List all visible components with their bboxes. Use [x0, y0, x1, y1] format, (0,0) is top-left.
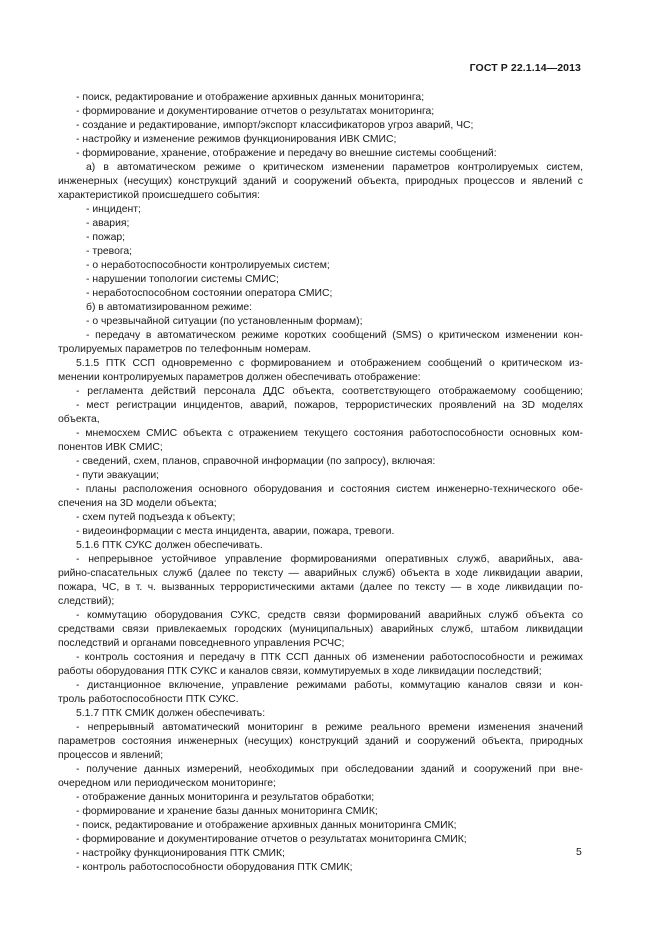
- text-line: 5.1.5 ПТК ССП одновременно с формированием и отображением сообщений о критическом из-: [76, 358, 583, 369]
- text-line: пожара, ЧС, в т. ч. вызванных террористическими актами (далее по тексту — в ходе ликвидации по-: [58, 582, 583, 593]
- text-line: процессов и явлений;: [58, 750, 164, 761]
- text-line: понентов ИВК СМИС;: [58, 442, 163, 453]
- text-line: 5.1.7 ПТК СМИК должен обеспечивать:: [76, 708, 266, 719]
- text-line: - непрерывное устойчивое управление формированиями оперативных служб, аварийных, ава-: [76, 554, 583, 565]
- text-line: - планы расположения основного оборудования и состояния систем инженерно-технического обе-: [76, 484, 583, 495]
- text-line: менении контролируемых параметров должен обеспечивать отображение:: [58, 372, 421, 383]
- document-code: ГОСТ Р 22.1.14—2013: [469, 62, 581, 74]
- text-line: - контроль состояния и передачу в ПТК ССП данных об изменении работоспособности и режимах: [76, 652, 583, 663]
- text-line: - о неработоспособности контролируемых систем;: [86, 260, 330, 271]
- text-line: - инцидент;: [86, 204, 141, 215]
- text-line: троль работоспособности ПТК СУКС.: [58, 694, 239, 705]
- text-line: - нарушении топологии системы СМИС;: [86, 274, 279, 285]
- text-line: - получение данных измерений, необходимых при обследовании зданий и сооружений при вне-: [76, 764, 583, 775]
- text-line: - о чрезвычайной ситуации (по установленным формам);: [86, 316, 363, 327]
- text-line: б) в автоматизированном режиме:: [86, 302, 253, 313]
- text-line: - регламента действий персонала ДДС объекта, соответствующего отображаемому сообщению;: [76, 386, 583, 397]
- text-line: - мнемосхем СМИС объекта с отражением текущего состояния работоспособности основных ком-: [76, 428, 583, 439]
- text-line: - пути эвакуации;: [76, 470, 160, 481]
- text-line: - настройку функционирования ПТК СМИК;: [76, 848, 285, 859]
- text-line: - создание и редактирование, импорт/экспорт классификаторов угроз аварий, ЧС;: [76, 120, 474, 131]
- text-line: характеристикой происшедшего события:: [58, 190, 261, 201]
- text-line: 5.1.6 ПТК СУКС должен обеспечивать.: [76, 540, 263, 551]
- text-line: работы оборудования ПТК СУКС и каналов связи, коммутируемых в ходе ликвидации последствий;: [58, 666, 542, 677]
- text-line: - передачу в автоматическом режиме коротких сообщений (SMS) о критическом изменении кон-: [86, 330, 583, 341]
- text-line: - поиск, редактирование и отображение архивных данных мониторинга;: [76, 92, 425, 103]
- text-line: - формирование и документирование отчетов о результатах мониторинга;: [76, 106, 435, 117]
- text-line: - видеоинформации с места инцидента, аварии, пожара, тревоги.: [76, 526, 395, 537]
- document-body: [58, 91, 583, 875]
- text-line: - формирование и документирование отчетов о результатах мониторинга СМИК;: [76, 834, 467, 845]
- text-line: тролируемых параметров по телефонным номерам.: [58, 344, 311, 355]
- text-line: а) в автоматическом режиме о критическом изменении параметров контролируемых систем,: [86, 162, 583, 173]
- text-line: - тревога;: [86, 246, 133, 257]
- text-line: - поиск, редактирование и отображение архивных данных мониторинга СМИК;: [76, 820, 457, 831]
- text-line: - непрерывный автоматический мониторинг в режиме реального времени изменения значений: [76, 722, 583, 733]
- text-line: средствами связи привлекаемых городских (муниципальных) аварийных служб, штабом ликвидации: [58, 624, 583, 635]
- text-line: - настройку и изменение режимов функционирования ИВК СМИС;: [76, 134, 397, 145]
- text-line: - сведений, схем, планов, справочной информации (по запросу), включая:: [76, 456, 436, 467]
- text-line: - дистанционное включение, управление режимами работы, коммутацию каналов связи и кон-: [76, 680, 583, 691]
- text-line: - формирование и хранение базы данных мониторинга СМИК;: [76, 806, 378, 817]
- text-line: - контроль работоспособности оборудования ПТК СМИК;: [76, 862, 353, 873]
- page-number: 5: [576, 846, 582, 858]
- text-line: инженерных (несущих) конструкций зданий и сооружений объекта, природных процессов и явлений с: [58, 176, 583, 187]
- text-line: параметров состояния инженерных (несущих) конструкций зданий и сооружений объекта, природных: [58, 736, 583, 747]
- text-line: рийно-спасательных служб (далее по тексту — аварийных служб) объекта в ходе ликвидации аварии,: [58, 568, 583, 579]
- text-line: - неработоспособном состоянии оператора СМИС;: [86, 288, 333, 299]
- text-line: - отображение данных мониторинга и результатов обработки;: [76, 792, 375, 803]
- text-line: очередном или периодическом мониторинге;: [58, 778, 276, 789]
- text-line: - пожар;: [86, 232, 126, 243]
- text-line: - формирование, хранение, отображение и передачу во внешние системы сообщений:: [76, 148, 497, 159]
- text-line: последствий и органами повседневного управления РСЧС;: [58, 638, 345, 649]
- text-line: - мест регистрации инцидентов, аварий, пожаров, террористических проявлений на 3D моделях: [76, 400, 583, 411]
- text-line: следствий);: [58, 596, 115, 607]
- text-line: объекта,: [58, 414, 100, 425]
- text-line: - авария;: [86, 218, 130, 229]
- text-line: спечения на 3D модели объекта;: [58, 498, 217, 509]
- text-line: - схем путей подъезда к объекту;: [76, 512, 236, 523]
- text-line: - коммутацию оборудования СУКС, средств связи формирований аварийных служб объекта со: [76, 610, 583, 621]
